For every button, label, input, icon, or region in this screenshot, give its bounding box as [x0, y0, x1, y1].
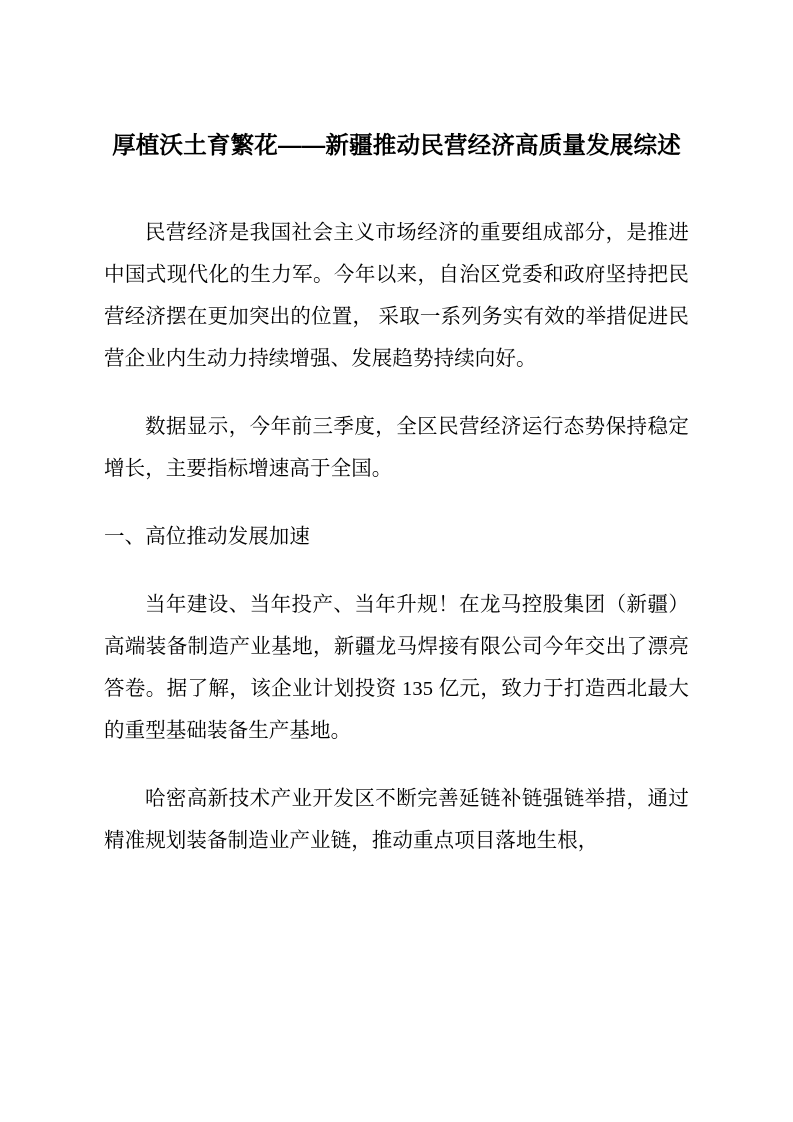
- section-heading-1: 一、高位推动发展加速: [104, 526, 310, 548]
- paragraph-2: 数据显示，今年前三季度，全区民营经济运行态势保持稳定增长，主要指标增速高于全国。: [104, 416, 689, 480]
- paragraph-3: 当年建设、当年投产、当年升规！在龙马控股集团（新疆）高端装备制造产业基地，新疆龙马焊接有限公司今年交出了漂亮答卷。据了解，该企业计划投资 135 亿元，致力于打造西北最大的重型基础装备生产基地。: [104, 594, 689, 742]
- page-title: 厚植沃土育繁花——新疆推动民营经济高质量发展综述: [112, 132, 681, 158]
- paragraph-4: 哈密高新技术产业开发区不断完善延链补链强链举措，通过精准规划装备制造业产业链，推动重点项目落地生根，: [104, 788, 689, 852]
- document-body: [104, 212, 689, 862]
- paragraph-1: 民营经济是我国社会主义市场经济的重要组成部分，是推进中国式现代化的生力军。今年以来，自治区党委和政府坚持把民营经济摆在更加突出的位置， 采取一系列务实有效的举措促进民营企业内生动力持续增强、发展趋势持续向好。: [104, 222, 689, 370]
